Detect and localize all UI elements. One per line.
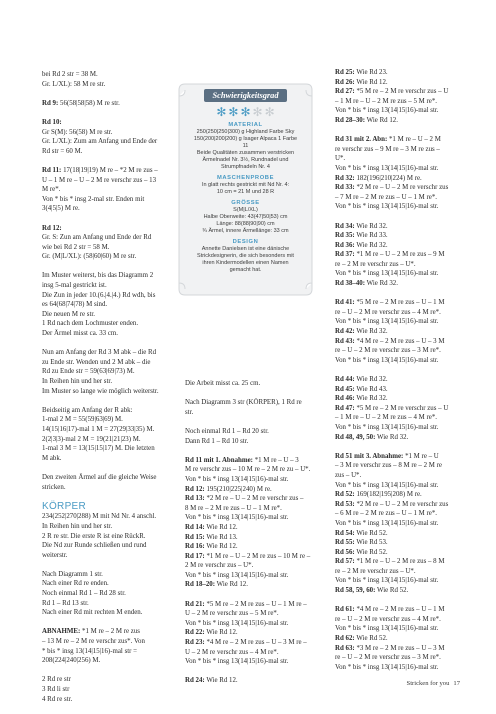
size-text: S(M|L/XL) Halbe Oberweite: 43(47|50|53) cm Länge: 88(88|90|90) cm ¾ Ärmel, innere Ärmellänge: 33 cm	[202, 207, 289, 234]
right-column	[335, 68, 465, 682]
koerper-heading: KÖRPER	[42, 500, 87, 512]
info-card	[177, 82, 314, 297]
page-footer	[407, 680, 460, 687]
difficulty-title: Schwierigkeitsgrad	[204, 89, 286, 102]
right-paragraphs	[335, 68, 465, 672]
paragraph: Rd 44: Wie Rd 32. Rd 45: Wie Rd 43. Rd 46: Wie Rd 32. Rd 47: *5 M re – 2 M re verschr zus – U – 1 M re – U – 2 M re zus – 4 M re*. Von * bis * insg 13(14|15|16)-mal str. Rd 48, 49, 50: Wie Rd 32.	[335, 376, 449, 441]
paragraph: Rd 25: Wie Rd 23. Rd 26: Wie Rd 12. Rd 27: *5 M re – 2 M re verschr zus – U – 1 M re – U – 2 M re zus – 5 M re*. Von * bis * insg 13(14|15|16)-mal str. Rd 28–30: Wie Rd 12.	[335, 69, 449, 124]
gauge-heading: MASCHENPROBE	[216, 175, 275, 181]
design-text: Annette Danielsen ist eine dänische Strickdesignerin, die sich besonders mit ihren Kindermodellen einen Namen gemacht hat.	[197, 246, 294, 273]
footer-title: Stricken for you	[406, 680, 450, 687]
middle-paragraphs	[185, 379, 315, 686]
paragraph: Rd 51 mit 3. Abnahme: *1 M re – U – 3 M re verschr zus – 8 M re – 2 M re zus – U*. Von * bis * insg 13(14|15|16)-mal str. Rd 52: 169(182|195|208) M re. Rd 53: *2 M re – U – 2 M re verschr zus – 6 M re – 2 M re zus – U – 1 M re*. Von * bis * insg 13(14|15|16)-mal str. Rd 54: Wie Rd 52. Rd 55: Wie Rd 53. Rd 56: Wie Rd 52. Rd 57: *1 M re – U – 2 M re zus – 8 M re – 2 M re verschr zus – U*. Von * bis * insg 13(14|15|16)-mal str. Rd 58, 59, 60: Wie Rd 52.	[335, 452, 449, 595]
paragraph: Rd 34: Wie Rd 32. Rd 35: Wie Rd 33. Rd 36: Wie Rd 32. Rd 37: *1 M re – U – 2 M re zus – 9 M re – 2 M re verschr zus – U*. Von * bis * insg 13(14|15|16)-mal str. Rd 38–40: Wie Rd 32.	[335, 222, 445, 288]
snowflake-icon: ✻	[216, 105, 227, 119]
gauge-text: In glatt rechts gestrickt mit Nd Nr. 4: 10 cm = 21 M und 28 R	[201, 182, 290, 195]
page-number: 17	[453, 680, 460, 687]
left-column	[42, 70, 170, 714]
paragraph: Rd 61: *4 M re – 2 M re zus – U – 1 M re – U – 2 M re verschr zus – 4 M re*. Von * bis * insg 13(14|15|16)-mal str. Rd 62: Wie Rd 52. Rd 63: *3 M re – 2 M re zus – U – 3 M re – U – 2 M re verschr zus – 3 M re*. Von * bis * insg 13(14|15|16)-mal str.	[335, 606, 445, 671]
paragraph: Nach Diagramm 1 str. Nach einer Rd re enden. Noch einmal Rd 1 – Rd 28 str. Rd 1 – Rd 13 str. Nach einer Rd mit rechten M enden.	[42, 570, 143, 617]
paragraph: ABNAHME: *1 M re – 2 M re zus – 13 M re – 2 M re verschr zus*. Von * bis * insg 13(14|15|16)-mal str = 208(224|240|256) M.	[42, 628, 145, 665]
paragraph: Nach Diagramm 3 str (KÖRPER), 1 Rd re str.	[185, 399, 302, 416]
difficulty-stars	[184, 106, 307, 118]
paragraph: Noch einmal Rd 1 – Rd 20 str. Dann Rd 1 – Rd 10 str.	[185, 427, 269, 445]
middle-column	[185, 379, 315, 696]
paragraph: Rd 31 mit 2. Abn: *1 M re – U – 2 M re verschr zus – 9 M re – 3 M re zus – U*. Von * bis * insg 13(14|15|16)-mal str. Rd 32: 182(196|210|224) M re. Rd 33: *2 M re – U – 2 M re verschr zus – 7 M re – 2 M re zus – U – 1 M re*. Von * bis * insg 13(14|15|16)-mal str.	[335, 136, 449, 211]
snowflake-icon: ✻	[228, 105, 239, 119]
paragraph: Beidseitig am Anfang der R abk: 1-mal 2 M = 55(59|63|69) M. 14(15|16|17)-mal 1 M = 27(29|33|35) M. 2(2|3|3)-mal 2 M = 19(21|21|23) M. 1-mal 3 M = 13(15|15|17) M. Die letzten M abk.	[42, 406, 155, 462]
paragraph: Rd 10: Gr S(M): 56(58) M re str. Gr. L/XL): Zum am Anfang und Ende der Rd str = 60 M.	[42, 118, 158, 155]
paragraph: Rd 41: *5 M re – 2 M re zus – U – 1 M re – U – 2 M re verschr zus – 4 M re*. Von * bis * insg 13(14|15|16)-mal str. Rd 42: Wie Rd 32. Rd 43: *4 M re – 2 M re zus – U – 3 M re – U – 2 M re verschr zus – 3 M re*. Von * bis * insg 13(14|15|16)-mal str.	[335, 299, 445, 364]
paragraph: 2 Rd re str 3 Rd li str 4 Rd re str.	[42, 676, 73, 703]
snowflake-icon: ✻	[240, 105, 251, 119]
paragraph: Nun am Anfang der Rd 3 M abk – die Rd zu Ende str. Wenden und 2 M abk – die Rd zu Ende str = 59(63|69|73) M. In Reihen hin und her str. Im Muster so lange wie möglich weiterstr.	[42, 349, 159, 395]
material-heading: MATERIAL	[228, 122, 263, 128]
paragraph: bei Rd 2 str = 38 M. Gr. L/XL): 58 M re str.	[42, 71, 106, 88]
paragraph: Die Arbeit misst ca. 25 cm.	[185, 380, 261, 387]
koerper-paragraphs	[42, 512, 170, 704]
paragraph: Rd 9: 56(58|58|58) M re str.	[42, 99, 120, 107]
paragraph: Rd 11 mit 1. Abnahme: *1 M re – U – 3 M re verschr zus – 10 M re – 2 M re zu – U*. Von * bis * insg 13(14|15|16)-mal str. Rd 12: 195(210|225|240) M re. Rd 13: *2 M re – U – 2 M re verschr zus – 8 M re – 2 M re zus – U – 1 M re*. Von * bis * insg 13(14|15|16)-mal str. Rd 14: Wie Rd 12. Rd 15: Wie Rd 13. Rd 16: Wie Rd 12. Rd 17: *1 M re – U – 2 M re zus – 10 M re – 2 M re verschr zus – U*. Von * bis * insg 13(14|15|16)-mal str. Rd 18–20: Wie Rd 12.	[185, 456, 311, 589]
paragraph: Rd 11: 17(18|19|19) M re – *2 M re zus – U – 1 M re – U – 2 M re verschr zus – 13 M re*. Von * bis * insg 2-mal str. Enden mit 3(4|5|5) M re.	[42, 166, 158, 213]
snowflake-icon: ✻	[252, 105, 263, 119]
paragraph: Im Muster weiterst, bis das Diagramm 2 insg 5-mal gestrickt ist. Die Zun in jeder 10.(6.|4.|4.) Rd wdh, bis es 64(68|74|78) M sind. Die neuen M re str. 1 Rd nach dem Lochmuster enden. Der Ärmel misst ca. 33 cm.	[42, 272, 156, 338]
paragraph: Den zweiten Ärmel auf die gleiche Weise stricken.	[42, 473, 157, 491]
paragraph: 234(252|270|288) M mit Nd Nr. 4 anschl. In Reihen hin und her str. 2 R re str. Die erste R ist eine RückR. Die Nd zur Runde schließen und rund weiterstr.	[42, 513, 157, 559]
size-heading: GRÖSSE	[231, 200, 260, 206]
paragraph: Rd 12: Gr. S: Zun am Anfang und Ende der Rd wie bei Rd 2 str = 58 M. Gr. (M|L/XL): (58|60|60) M re str.	[42, 224, 152, 261]
snowflake-icon: ✻	[264, 105, 275, 119]
paragraph: Rd 24: Wie Rd 12.	[185, 677, 238, 685]
left-paragraphs	[42, 70, 170, 492]
design-heading: DESIGN	[232, 239, 259, 245]
paragraph: Rd 21: *5 M re – 2 M re zus – U – 1 M re – U – 2 M re verschr zus – 5 M re*. Von * bis * insg 13(14|15|16)-mal str. Rd 22: Wie Rd 12. Rd 23: *4 M re – 2 M re zus – U – 3 M re – U – 2 M re verschr zus – 4 M re*. Von * bis * insg 13(14|15|16)-mal str.	[185, 600, 307, 666]
material-text: 250(250|250|300) g Highland Farbe Sky 150(200|200|200) g Isager Alpaca 1 Farbe 11 Beide Qualitäten zusammen verstricken Ärmelnadel Nr. 3½, Rundnadel und Strumpfnadeln Nr. 4	[193, 129, 298, 170]
